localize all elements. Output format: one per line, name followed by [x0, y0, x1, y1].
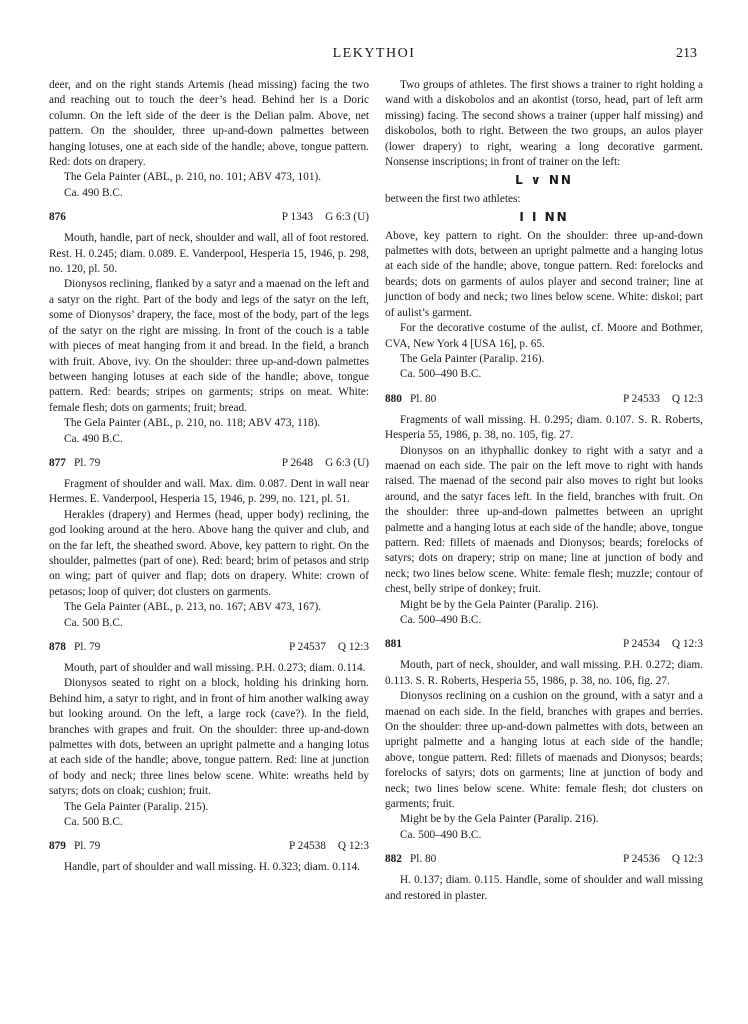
entry-number: 876 [49, 211, 66, 224]
page-title: LEKYTHOI [332, 46, 416, 61]
right-column [385, 78, 703, 904]
paragraph: H. 0.137; diam. 0.115. Handle, some of shoulder and wall missing and restored in plaster. [385, 874, 703, 902]
entry-heading-876 [49, 210, 369, 226]
paragraph: For the decorative costume of the aulist, cf. Moore and Bothmer, CVA, New York 4 [USA 16], p. 65. [385, 322, 703, 350]
plate-reference: Pl. 79 [73, 456, 101, 469]
paragraph: Fragments of wall missing. H. 0.295; diam. 0.107. S. R. Roberts, Hesperia 55, 1986, p. 38, no. 105, fig. 27. [385, 413, 703, 442]
paragraph: deer, and on the right stands Artemis (head missing) facing the two and reaching out to touch the deer’s head. Behind her is a Doric column. On the left side of the deer is the Delian palm. Above, net pattern. On the shoulder, three up-and-down palmettes between hanging lotuses, one at each side of the handle; above, tongue pattern. Red: dots on drapery. [49, 79, 369, 169]
paragraph: Dionysos reclining, flanked by a satyr and a maenad on the left and a satyr on the right. Part of the body and legs of the satyr on the left, some of Dionysos’ drapery, the face, most of the body, part of the legs of the satyr on the right are missing. In front of the couch is a table with pieces of meat hanging from it and bread. In the field, a branch with fruit. Above, ivy. On the shoulder: three up-and-down palmettes between hanging lotuses at each side of the handle; above, tongue pattern. Red: beards; stripes on garments; strips on meat. White: female flesh; dots on garments; fruit; bread. [49, 278, 369, 414]
entry-number: 877 [49, 456, 66, 469]
paragraph: Mouth, handle, part of neck, shoulder and wall, all of foot restored. Rest. H. 0.245; diam. 0.089. E. Vanderpool, Hesperia 15, 1946, p. 298, no. 120, pl. 50. [49, 232, 369, 276]
date: Ca. 490 B.C. [64, 432, 123, 445]
grid-reference: G 6:3 (U) [325, 211, 369, 224]
entry-number: 878 [49, 641, 66, 653]
plate-reference: Pl. 80 [409, 853, 437, 866]
date: Ca. 500 B.C. [64, 616, 123, 629]
inscription: I I NN [519, 210, 569, 225]
entry-heading-880 [385, 392, 703, 408]
date: Ca. 500 B.C. [64, 816, 123, 829]
paragraph: Above, key pattern to right. On the shoulder: three up-and-down palmettes with dots, between an upright palmette and a hanging lotus at each side of the handle; above, tongue pattern. Red: forelocks and beards; dots on garments of aulos player and second trainer; line at junction of body and neck; two lines below scene. White: diskoi; part of aulist’s garment. [385, 229, 703, 319]
inventory-number: P 24536 [622, 853, 660, 866]
paragraph: Dionysos seated to right on a block, holding his drinking horn. Behind him, a satyr to right, and in front of him another walking away but looking around. On the left, a large rock (cave?). In the field, branches with grapes and fruit. On the shoulder: three up-and-down palmettes with dots, between an upright palmette and a hanging lotus at each side of the handle; above, tongue pattern. Red: line at junction of body and neck; three lines below scene. White: wreaths held by satyrs; dots on cloak; cushion; fruit. [49, 677, 369, 798]
grid-reference: Q 12:3 [671, 638, 703, 651]
attribution: Might be by the Gela Painter (Paralip. 216). [400, 813, 599, 826]
entry-number: 881 [385, 638, 402, 651]
inventory-number: P 24537 [288, 641, 326, 653]
attribution: Might be by the Gela Painter (Paralip. 216). [400, 598, 599, 611]
paragraph: Fragment of shoulder and wall. Max. dim. 0.087. Dent in wall near Hermes. E. Vanderpool, Hesperia 15, 1946, p. 299, no. 121, pl. 51. [49, 477, 369, 506]
entry-heading-877 [49, 456, 369, 472]
entry-heading-882 [385, 852, 703, 868]
inscription: L ∨ NN [515, 173, 573, 188]
paragraph: Mouth, part of shoulder and wall missing. P.H. 0.273; diam. 0.114. [64, 662, 366, 674]
left-column [49, 78, 369, 876]
paragraph: Two groups of athletes. The first shows a trainer to right holding a wand with a diskobolos and an akontist (torso, head, part of left arm missing) facing. The second shows a trainer (upper half missing) and diskobolos, both to right. Between the two groups, an aulos player (lower drapery) to right, wearing a long decorative garment. Nonsense inscriptions; in front of trainer on the left: [385, 79, 703, 169]
entry-heading-881 [385, 637, 703, 653]
inventory-number: P 1343 [281, 211, 314, 224]
plate-reference: Pl. 79 [73, 840, 101, 853]
inventory-number: P 2648 [281, 456, 314, 469]
attribution: The Gela Painter (Paralip. 215). [64, 800, 209, 813]
entry-heading-879 [49, 839, 369, 855]
inventory-number: P 24534 [622, 638, 660, 651]
page-number: 213 [676, 46, 697, 61]
plate-reference: Pl. 80 [409, 392, 437, 405]
inventory-number: P 24538 [288, 840, 326, 853]
entry-heading-878 [49, 640, 369, 656]
date: Ca. 500–490 B.C. [400, 368, 482, 381]
paragraph: Herakles (drapery) and Hermes (head, upper body) reclining, the god looking around at the hero. Above hang the quiver and club, and on the far left, the sheathed sword. Above, key pattern to right. On the shoulder, palmettes (part of one). Red: beard; brim of petasos and strip on wing; part of quiver and flap; dots on drapery. White: crown of petasos; loop of quiver; dot clusters on garments. [49, 508, 369, 598]
paragraph: Dionysos reclining on a cushion on the ground, with a satyr and a maenad on each side. In the field, branches with grapes and berries. On the shoulder: three up-and-down palmettes with dots, between an upright palmette and a hanging lotus at each side of the handle; above, tongue pattern. Red: fillets of maenads and Dionysos; beards; forelocks of satyrs; dots on garments; line at junction of body and neck; two lines below scene. White: female flesh; dot clusters on garments; fruit. [385, 690, 703, 811]
paragraph: Mouth, part of neck, shoulder, and wall missing. P.H. 0.272; diam. 0.113. S. R. Roberts, Hesperia 55, 1986, p. 38, no. 106, fig. 27. [385, 659, 703, 687]
inventory-number: P 24533 [622, 392, 660, 405]
entry-number: 880 [385, 392, 402, 405]
plate-reference: Pl. 79 [73, 641, 101, 653]
attribution: The Gela Painter (ABL, p. 213, no. 167; ABV 473, 167). [64, 601, 322, 614]
attribution: The Gela Painter (Paralip. 216). [400, 352, 545, 365]
grid-reference: Q 12:3 [337, 641, 369, 653]
paragraph: Handle, part of shoulder and wall missing. H. 0.323; diam. 0.114. [64, 861, 361, 874]
running-head [0, 46, 748, 66]
date: Ca. 500–490 B.C. [400, 614, 482, 626]
grid-reference: Q 12:3 [671, 392, 703, 405]
date: Ca. 490 B.C. [64, 186, 123, 199]
entry-number: 882 [385, 853, 402, 866]
date: Ca. 500–490 B.C. [400, 828, 482, 841]
grid-reference: Q 12:3 [671, 853, 703, 866]
paragraph: Dionysos on an ithyphallic donkey to right with a satyr and a maenad on each side. The pair on the left move to right with hands raised. The maenad of the second pair also moves to right but looks around, and the satyr faces left. In the field, branches with fruit. On the shoulder: three up-and-down palmettes between an upright palmette and a hanging lotus at each side of the handle; above, tongue pattern. Red: fillets of maenads and Dionysos; beards; forelocks of satyrs; dots on drapery; strip on mane; line at junction of body and neck; two lines below scene. White: female flesh; muzzle; contour of chest, belly stripe of donkey; fruit. [385, 444, 703, 596]
attribution: The Gela Painter (ABL, p. 210, no. 101; ABV 473, 101). [64, 171, 322, 184]
entry-number: 879 [49, 840, 66, 853]
grid-reference: Q 12:3 [337, 840, 369, 853]
paragraph: between the first two athletes: [385, 192, 521, 205]
grid-reference: G 6:3 (U) [325, 456, 369, 469]
attribution: The Gela Painter (ABL, p. 210, no. 118; ABV 473, 118). [64, 417, 321, 430]
